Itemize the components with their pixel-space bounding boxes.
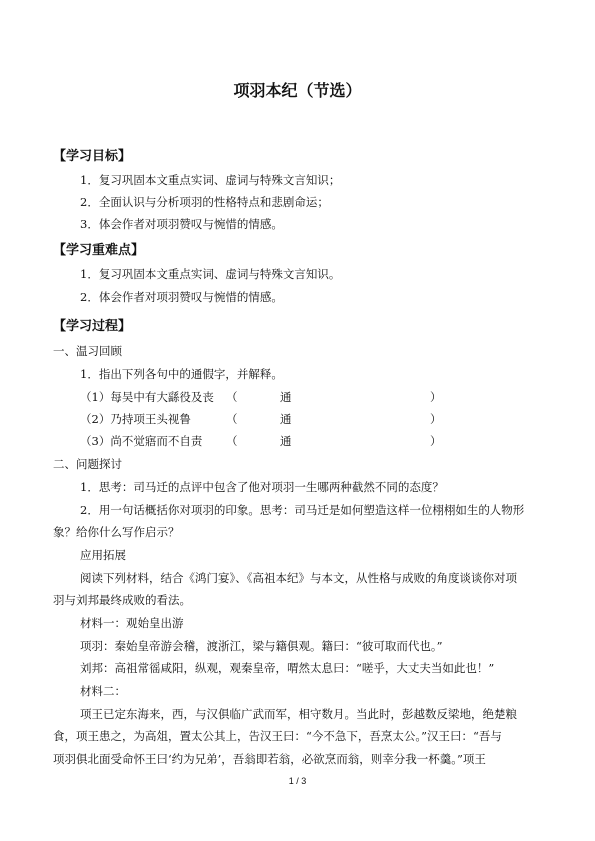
review-question: 1．指出下列各句中的通假字，并解释。 (80, 367, 283, 381)
key-point-item: 1．复习巩固本文重点实词、虚词与特殊文言知识。 (80, 267, 341, 281)
extension-text: 阅读下列材料，结合《鸿门宴》、《高祖本纪》与本文，从性格与成败的角度谈谈你对项 (80, 571, 517, 585)
objective-item: 2．全面认识与分析项羽的性格特点和悲剧命运； (80, 195, 329, 209)
explore-question: 2．用一句话概括你对项羽的印象。思考：司马迁是如何塑造这样一位栩栩如生的人物形 (80, 503, 525, 517)
tong-label: 通 (280, 390, 292, 404)
tong-label: 通 (280, 434, 292, 448)
material-two-text: 项王已定东海来，西，与汉俱临广武而军，相守数月。当此时，彭越数反梁地，绝楚粮 (80, 707, 517, 721)
close-paren: ） (430, 412, 442, 426)
tongjia-sentence: （3）尚不觉寤而不自责 (80, 434, 203, 448)
material-two-text: 项羽俱北面受命怀王曰‘约为兄弟’，吾翁即若翁，必欲烹而翁，则幸分我一杯羹。”项王 (53, 752, 486, 766)
open-paren: （ (226, 390, 238, 404)
material-two-text: 食，项王患之，为高俎，置太公其上，告汉王曰：“今不急下，吾烹太公。”汉王曰：“吾与 (53, 729, 502, 743)
tong-label: 通 (280, 412, 292, 426)
explore-question-continued: 象？给你什么写作启示？ (53, 525, 180, 539)
objective-item: 1．复习巩固本文重点实词、虚词与特殊文言知识； (80, 173, 341, 187)
objectives-heading: 【学习目标】 (53, 149, 132, 164)
key-point-item: 2．体会作者对项羽赞叹与惋惜的情感。 (80, 290, 283, 304)
tongjia-sentence: （1）每吴中有大繇役及丧 (80, 390, 214, 404)
objective-item: 3．体会作者对项羽赞叹与惋惜的情感。 (80, 217, 283, 231)
key-points-heading: 【学习重难点】 (53, 243, 145, 258)
explore-question: 1．思考：司马迁的点评中包含了他对项羽一生哪两种截然不同的态度？ (80, 480, 444, 494)
material-one-xiangyu: 项羽：秦始皇帝游会稽，渡浙江，梁与籍俱观。籍曰：“彼可取而代也。” (80, 639, 443, 653)
page-number: 1 / 3 (288, 776, 307, 786)
close-paren: ） (430, 390, 442, 404)
page-title: 项羽本纪（节选） (233, 81, 362, 100)
open-paren: （ (226, 412, 238, 426)
extension-heading: 应用拓展 (80, 548, 126, 562)
review-heading: 一、温习回顾 (53, 344, 122, 358)
close-paren: ） (430, 434, 442, 448)
material-two-title: 材料二： (80, 684, 126, 698)
tongjia-sentence: （2）乃持项王头视鲁 (80, 412, 191, 426)
explore-heading: 二、问题探讨 (53, 457, 122, 471)
open-paren: （ (226, 434, 238, 448)
process-heading: 【学习过程】 (53, 319, 132, 334)
extension-text-continued: 羽与刘邦最终成败的看法。 (53, 593, 191, 607)
material-one-title: 材料一：观始皇出游 (80, 616, 184, 630)
material-one-liubang: 刘邦：高祖常徭咸阳，纵观，观秦皇帝，喟然太息曰：“嗟乎，大丈夫当如此也！” (80, 661, 495, 675)
